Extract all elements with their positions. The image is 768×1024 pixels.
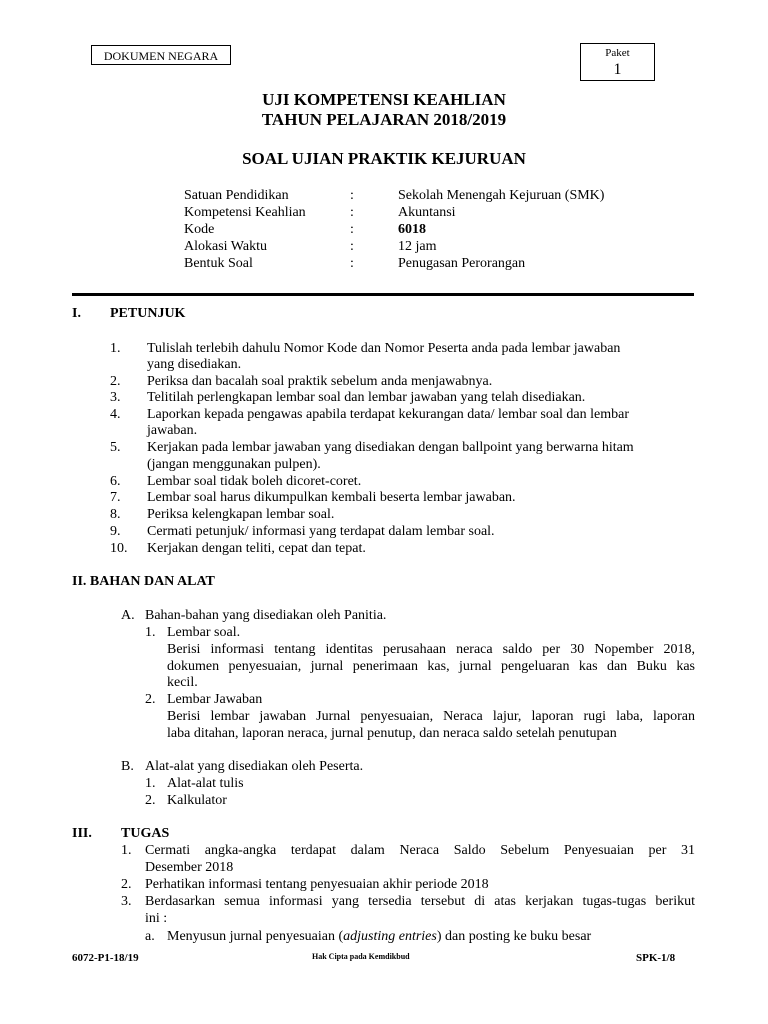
list-number: 2. — [145, 793, 156, 808]
paket-number: 1 — [613, 61, 622, 78]
list-item-description: Berisi lembar jawaban Jurnal penyesuaian, Neraca lajur, laporan rugi laba, laporan — [167, 709, 695, 724]
list-item: Periksa kelengkapan lembar soal. — [147, 507, 335, 522]
list-item: Telitilah perlengkapan lembar soal dan lembar jawaban yang telah disediakan. — [147, 390, 586, 405]
list-item: yang disediakan. — [147, 357, 242, 372]
info-separator: : — [350, 222, 354, 237]
info-key: Satuan Pendidikan — [184, 188, 289, 203]
list-item: Alat-alat tulis — [167, 776, 244, 791]
section-title: PETUNJUK — [110, 306, 186, 321]
list-item: Lembar soal tidak boleh dicoret-coret. — [147, 474, 362, 489]
section-title: II. BAHAN DAN ALAT — [72, 574, 215, 589]
list-item: ini : — [145, 911, 168, 926]
list-number: 9. — [110, 524, 121, 539]
task-text-prefix: Menyusun jurnal penyesuaian ( — [167, 929, 344, 944]
list-number: 1. — [110, 341, 121, 356]
list-item: Tulislah terlebih dahulu Nomor Kode dan Nomor Peserta anda pada lembar jawaban — [147, 341, 621, 356]
sublist-text: Alat-alat yang disediakan oleh Peserta. — [145, 759, 364, 774]
list-number: 3. — [121, 894, 132, 909]
section-number: III. — [72, 826, 92, 841]
info-separator: : — [350, 188, 354, 203]
list-item-description: dokumen penyesuaian, jurnal penerimaan kas, jurnal pengeluaran kas dan Buku kas — [167, 659, 695, 674]
list-number: 2. — [110, 374, 121, 389]
list-number: 3. — [110, 390, 121, 405]
info-value: 6018 — [398, 222, 426, 237]
list-item-description: Berisi informasi tentang identitas perusahaan neraca saldo per 30 Nopember 2018, — [167, 642, 695, 657]
list-number: 2. — [145, 692, 156, 707]
list-item: Periksa dan bacalah soal praktik sebelum anda menjawabnya. — [147, 374, 493, 389]
list-number: 1. — [145, 776, 156, 791]
list-item: Lembar soal harus dikumpulkan kembali beserta lembar jawaban. — [147, 490, 516, 505]
footer-page-number: SPK-1/8 — [636, 952, 676, 964]
exam-subtitle: SOAL UJIAN PRAKTIK KEJURUAN — [242, 149, 526, 168]
list-item-description: kecil. — [167, 675, 198, 690]
list-number: 1. — [145, 625, 156, 640]
sublist-letter: a. — [145, 929, 155, 944]
list-item: Lembar soal. — [167, 625, 241, 640]
section-number: I. — [72, 306, 81, 321]
footer-copyright: Hak Cipta pada Kemdikbud — [312, 952, 410, 961]
section-title: TUGAS — [121, 826, 170, 841]
list-number: 6. — [110, 474, 121, 489]
academic-year-title: TAHUN PELAJARAN 2018/2019 — [261, 110, 507, 129]
info-row — [184, 221, 704, 238]
info-key: Kode — [184, 222, 215, 237]
section-divider — [72, 293, 694, 296]
list-number: 5. — [110, 440, 121, 455]
sublist-letter: B. — [121, 759, 134, 774]
list-item: Laporkan kepada pengawas apabila terdapat kekurangan data/ lembar soal dan lembar — [147, 407, 630, 422]
list-number: 4. — [110, 407, 121, 422]
info-key: Kompetensi Keahlian — [184, 205, 306, 220]
info-value: Akuntansi — [398, 205, 456, 220]
document-classification-label: DOKUMEN NEGARA — [91, 45, 231, 65]
list-item: Cermati petunjuk/ informasi yang terdapat dalam lembar soal. — [147, 524, 495, 539]
task-text-suffix: ) dan posting ke buku besar — [436, 929, 592, 944]
info-row — [184, 187, 704, 204]
list-number: 10. — [110, 541, 128, 556]
info-value: 12 jam — [398, 239, 437, 254]
list-number: 7. — [110, 490, 121, 505]
list-item: Kerjakan dengan teliti, cepat dan tepat. — [147, 541, 366, 556]
list-item — [167, 928, 591, 945]
list-item: Kerjakan pada lembar jawaban yang disediakan dengan ballpoint yang berwarna hitam — [147, 440, 634, 455]
list-number: 1. — [121, 843, 132, 858]
list-item: (jangan menggunakan pulpen). — [147, 457, 321, 472]
info-key: Bentuk Soal — [184, 256, 253, 271]
sublist-letter: A. — [121, 608, 135, 623]
info-separator: : — [350, 256, 354, 271]
list-number: 2. — [121, 877, 132, 892]
info-separator: : — [350, 239, 354, 254]
info-row — [184, 238, 704, 255]
paket-label: Paket — [605, 47, 630, 59]
list-item-description: laba ditahan, laporan neraca, jurnal penutup, dan neraca saldo setelah penutupan — [167, 726, 617, 741]
list-item: Desember 2018 — [145, 860, 234, 875]
info-row — [184, 255, 704, 272]
list-item: Perhatikan informasi tentang penyesuaian akhir periode 2018 — [145, 877, 489, 892]
info-value: Penugasan Perorangan — [398, 256, 526, 271]
list-item: Cermati angka-angka terdapat dalam Neraca Saldo Sebelum Penyesuaian per 31 — [145, 843, 695, 858]
list-item: jawaban. — [147, 423, 198, 438]
info-row — [184, 204, 704, 221]
list-number: 8. — [110, 507, 121, 522]
info-key: Alokasi Waktu — [184, 239, 267, 254]
list-item: Kalkulator — [167, 793, 227, 808]
footer-code: 6072-P1-18/19 — [72, 952, 139, 964]
list-item: Berdasarkan semua informasi yang tersedia tersebut di atas kerjakan tugas-tugas berikut — [145, 894, 695, 909]
info-value: Sekolah Menengah Kejuruan (SMK) — [398, 188, 605, 203]
paket-box — [580, 43, 655, 81]
task-text-italic: adjusting entries — [343, 929, 437, 944]
sublist-text: Bahan-bahan yang disediakan oleh Panitia. — [145, 608, 387, 623]
list-item: Lembar Jawaban — [167, 692, 263, 707]
info-separator: : — [350, 205, 354, 220]
exam-title: UJI KOMPETENSI KEAHLIAN — [262, 90, 506, 109]
